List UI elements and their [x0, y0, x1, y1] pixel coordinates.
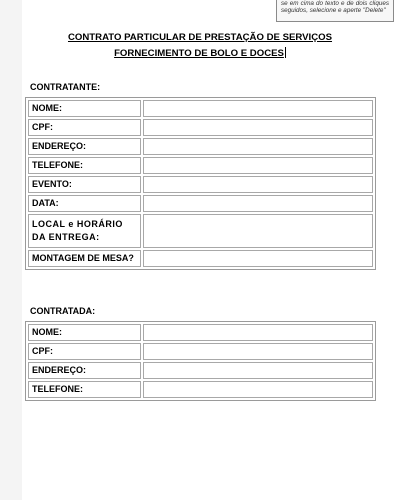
field-value-cell[interactable]: [143, 362, 373, 379]
field-label: DATA:: [28, 195, 141, 212]
field-label: TELEFONE:: [28, 381, 141, 398]
field-label: TELEFONE:: [28, 157, 141, 174]
field-value-cell[interactable]: [143, 324, 373, 341]
field-value-cell[interactable]: [143, 250, 373, 267]
table-row: [28, 195, 373, 212]
field-value-cell[interactable]: [143, 138, 373, 155]
document-subtitle[interactable]: [0, 47, 400, 59]
field-label: ENDEREÇO:: [28, 362, 141, 379]
instruction-note-text: se em cima do texto e de dois cliques seguidos, selecione e aperte "Delete": [281, 0, 389, 15]
table-row: [28, 343, 373, 360]
field-label: LOCAL e HORÁRIO DA ENTREGA:: [28, 214, 141, 248]
field-label: CPF:: [28, 343, 141, 360]
table-row: [28, 100, 373, 117]
field-label: NOME:: [28, 324, 141, 341]
contratada-heading: CONTRATADA:: [30, 306, 96, 316]
field-label: CPF:: [28, 119, 141, 136]
table-row: [28, 324, 373, 341]
contratante-heading: CONTRATANTE:: [30, 82, 101, 92]
field-value-cell[interactable]: [143, 214, 373, 248]
instruction-note: [276, 0, 394, 22]
table-row: [28, 157, 373, 174]
field-value-cell[interactable]: [143, 119, 373, 136]
field-value-cell[interactable]: [143, 381, 373, 398]
field-label: MONTAGEM DE MESA?: [28, 250, 141, 267]
document-subtitle-text: FORNECIMENTO DE BOLO E DOCES: [114, 48, 284, 59]
table-row: [28, 138, 373, 155]
contratada-table: [25, 321, 376, 401]
text-cursor: [285, 47, 286, 58]
table-row: [28, 176, 373, 193]
field-value-cell[interactable]: [143, 157, 373, 174]
table-row: [28, 250, 373, 267]
field-label: ENDEREÇO:: [28, 138, 141, 155]
field-value-cell[interactable]: [143, 343, 373, 360]
table-row: [28, 381, 373, 398]
table-row: [28, 362, 373, 379]
field-value-cell[interactable]: [143, 100, 373, 117]
document-title-text: CONTRATO PARTICULAR DE PRESTAÇÃO DE SERVIÇOS: [67, 32, 333, 43]
document-title[interactable]: [0, 32, 400, 43]
table-row: [28, 119, 373, 136]
contratante-table: [25, 97, 376, 270]
field-label: NOME:: [28, 100, 141, 117]
table-row: [28, 214, 373, 248]
field-value-cell[interactable]: [143, 176, 373, 193]
field-value-cell[interactable]: [143, 195, 373, 212]
field-label: EVENTO:: [28, 176, 141, 193]
